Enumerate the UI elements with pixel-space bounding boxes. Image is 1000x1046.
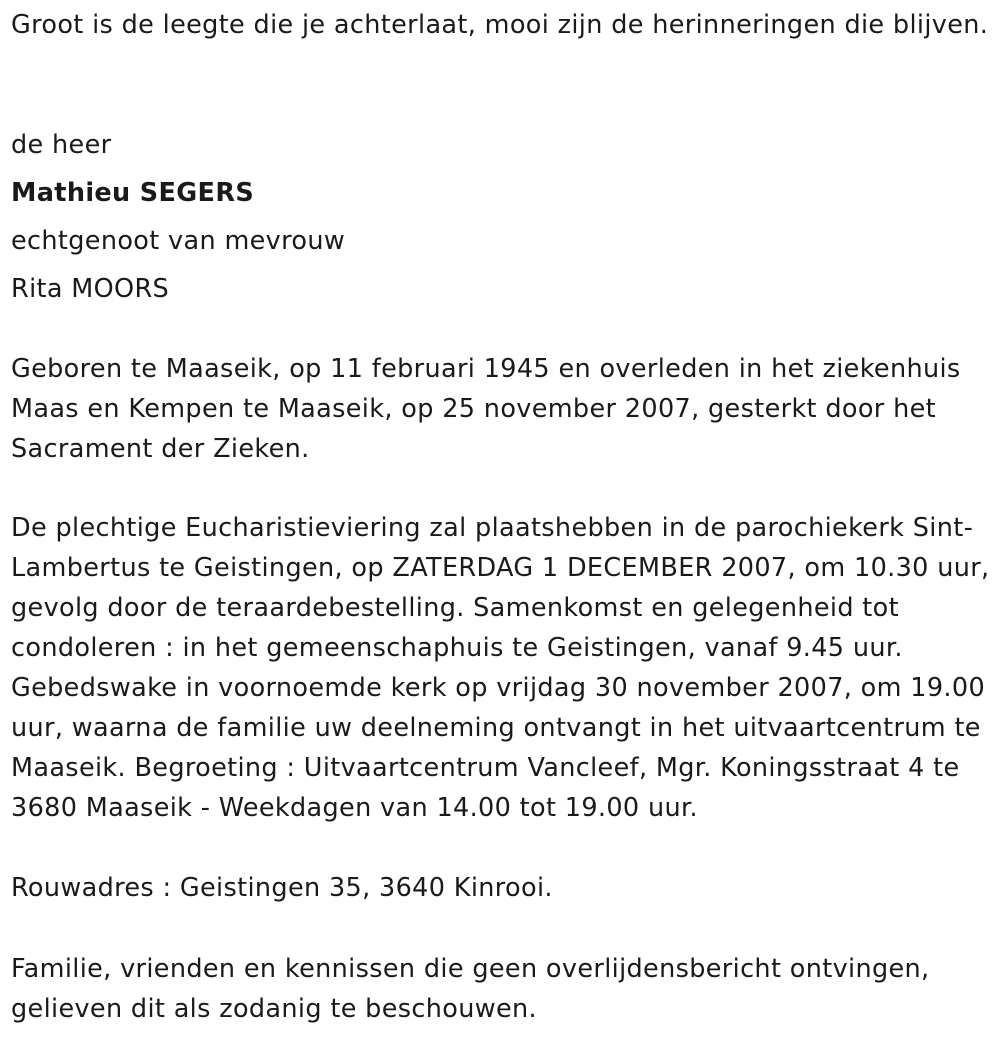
notice-paragraph: Familie, vrienden en kennissen die geen overlijdensbericht ontvingen, gelieven dit als zodanig te beschouwen. [11,954,930,1024]
spouse-name: Rita MOORS [11,274,170,304]
honorific-title: de heer [11,130,112,160]
deceased-name: Mathieu SEGERS [11,178,255,208]
spouse-intro: echtgenoot van mevrouw [11,226,346,256]
mourning-address: Rouwadres : Geistingen 35, 3640 Kinrooi. [11,873,553,903]
birth-death-paragraph: Geboren te Maaseik, op 11 februari 1945 en overleden in het ziekenhuis Maas en Kempen te Maaseik, op 25 november 2007, gesterkt door het Sacrament der Zieken. [11,354,961,464]
ceremony-paragraph: De plechtige Eucharistieviering zal plaatshebben in de parochiekerk Sint-Lambertus te Geistingen, op ZATERDAG 1 DECEMBER 2007, om 10.30 uur, gevolg door de teraardebestelling. Samenkomst en gelegenheid tot condoleren : in het gemeenschaphuis te Geistingen, vanaf 9.45 uur. Gebedswake in voornoemde kerk op vrijdag 30 november 2007, om 19.00 uur, waarna de familie uw deelneming ontvangt in het uitvaartcentrum te Maaseik. Begroeting : Uitvaartcentrum Vancleef, Mgr. Koningsstraat 4 te 3680 Maaseik - Weekdagen van 14.00 tot 19.00 uur. [11,513,990,823]
memorial-quote: Groot is de leegte die je achterlaat, mooi zijn de herinneringen die blijven. [11,10,989,40]
